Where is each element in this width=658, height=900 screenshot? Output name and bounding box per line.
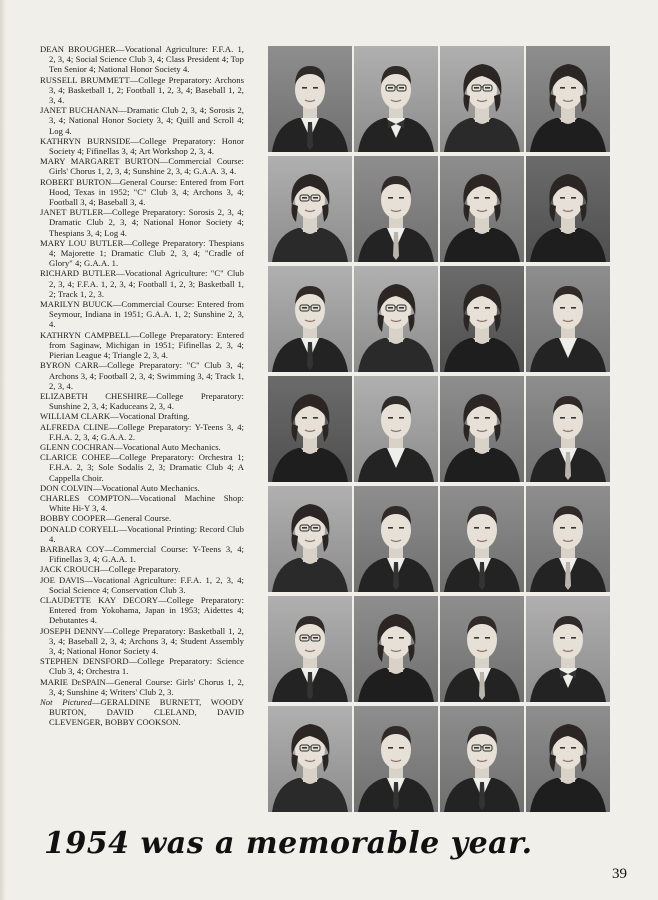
student-name: BYRON CARR xyxy=(40,360,99,371)
student-name: WILLIAM CLARK xyxy=(40,411,111,422)
not-pictured-names: —GERALDINE BURNETT, WOODY BURTON, DAVID CLELAND, DAVID CLEVENGER, BOBBY COOKSON. xyxy=(49,697,244,728)
portrait-silhouette xyxy=(526,266,610,372)
senior-portrait xyxy=(354,46,438,152)
student-name: ALFREDA CLINE xyxy=(40,421,109,432)
student-activities: —Dramatic Club 2, 3, 4; Sorosis 2, 3, 4; National Honor Society 3, 4; Quill and Scroll 4; Log 4. xyxy=(49,105,245,136)
student-activities: —College Preparatory: Thespians 4; Majorette 1; Dramatic Club 2, 3, 4; "Cradle of Glory" 4; G.A.A. 1. xyxy=(49,237,244,269)
portrait-silhouette xyxy=(354,156,438,262)
student-name: DONALD CORYELL xyxy=(40,523,119,534)
senior-portrait xyxy=(526,266,610,372)
page-gutter-shadow xyxy=(0,0,6,900)
roster-entry xyxy=(40,411,244,421)
student-name: MARY MARGARET BURTON xyxy=(40,156,160,167)
roster-entry xyxy=(40,524,244,544)
student-activities: —Vocational Machine Shop: White Hi-Y 3, 4. xyxy=(49,492,244,514)
roster-entry xyxy=(40,656,244,676)
senior-portrait xyxy=(268,376,352,482)
roster-entry xyxy=(40,544,244,564)
student-activities: —Commercial Course: Girls' Chorus 1, 2, 3, 4; Sunshine 2, 3, 4; G.A.A. 3, 4. xyxy=(49,156,244,177)
senior-portrait xyxy=(440,376,524,482)
not-pictured-label: Not Pictured xyxy=(40,697,92,707)
page-caption: 1954 was a memorable year. xyxy=(44,826,533,861)
roster-entry xyxy=(40,677,244,697)
senior-portrait xyxy=(268,266,352,372)
student-activities: —Vocational Drafting. xyxy=(110,411,190,422)
student-activities: —Vocational Agriculture: F.F.A. 1, 2, 3, 4; Social Science Club 3, 4; Class President 4; Top Ten Senior 4; National Honor Society 4. xyxy=(49,44,244,75)
student-activities: —College Preparatory. xyxy=(100,564,181,575)
student-name: ELIZABETH CHESHIRE xyxy=(40,390,148,401)
roster-entry xyxy=(40,513,244,523)
student-name: CLAUDETTE KAY DECORY xyxy=(40,594,159,605)
student-activities: —Vocational Printing: Record Club 4. xyxy=(49,523,244,544)
senior-portrait xyxy=(526,46,610,152)
senior-portrait xyxy=(354,156,438,262)
student-name: JOSEPH DENNY xyxy=(40,625,105,636)
student-name: MARY LOU BUTLER xyxy=(40,237,124,248)
senior-portrait xyxy=(440,156,524,262)
portrait-silhouette xyxy=(440,46,524,152)
senior-portrait xyxy=(268,596,352,702)
senior-portrait xyxy=(526,486,610,592)
portrait-silhouette xyxy=(354,596,438,702)
senior-portrait xyxy=(354,376,438,482)
senior-portrait xyxy=(268,706,352,812)
student-name: CLARICE COHEE xyxy=(40,452,111,463)
senior-portrait xyxy=(440,486,524,592)
senior-portrait xyxy=(354,596,438,702)
student-activities: —College Preparatory: Archons 3, 4; Basketball 1, 2; Football 1, 2, 3, 4; Baseball 1, 2, 3, 4. xyxy=(49,74,244,106)
portrait-silhouette xyxy=(526,376,610,482)
senior-portrait xyxy=(526,156,610,262)
roster-entry xyxy=(40,422,244,442)
student-name: JANET BUTLER xyxy=(40,207,104,218)
student-activities: —General Course. xyxy=(105,513,172,524)
student-activities: —College Preparatory: "C" Club 3, 4; Archons 3, 4; Football 2, 3, 4; Swimming 3, 4; Track 1, 2, 3, 4. xyxy=(49,360,244,391)
senior-portrait xyxy=(440,266,524,372)
student-activities: —College Preparatory: Basketball 1, 2, 3, 4; Baseball 2, 3, 4; Archons 3, 4; Student Assembly 3, 4; National Honor Society 4. xyxy=(49,625,244,656)
senior-portrait xyxy=(526,376,610,482)
portrait-silhouette xyxy=(526,706,610,812)
student-activities: —College Preparatory: Entered from Yokohama, Japan in 1953; Aidettes 4; Debutantes 4. xyxy=(49,594,245,626)
roster-entry xyxy=(40,442,244,452)
student-activities: —Vocational Auto Mechanics. xyxy=(113,441,221,452)
portrait-silhouette xyxy=(526,486,610,592)
not-pictured-note xyxy=(40,697,244,728)
student-activities: —Commercial Course: Entered from Seymour, Indiana in 1951; G.A.A. 1, 2; Sunshine 2, 3, 4. xyxy=(49,299,245,330)
portrait-silhouette xyxy=(268,706,352,812)
student-activities: —College Preparatory: Science Club 3, 4; Orchestra 1. xyxy=(49,656,244,677)
student-name: GLENN COCHRAN xyxy=(40,441,114,452)
student-name: KATHRYN BURNSIDE xyxy=(40,135,131,146)
roster-entry xyxy=(40,452,244,483)
student-activities: —Commercial Course: Y-Teens 3, 4; Fifinellas 3, 4; G.A.A. 1. xyxy=(49,543,244,565)
student-name: RUSSELL BRUMMETT xyxy=(40,74,130,85)
roster-entry xyxy=(40,564,244,574)
roster-entry xyxy=(40,156,244,176)
portrait-silhouette xyxy=(440,156,524,262)
senior-portrait xyxy=(354,486,438,592)
portrait-silhouette xyxy=(440,706,524,812)
roster-entry xyxy=(40,299,244,330)
student-name: DON COLVIN xyxy=(40,482,93,493)
student-name: JOE DAVIS xyxy=(40,574,85,585)
roster-entry xyxy=(40,360,244,391)
roster-entry xyxy=(40,44,244,75)
portrait-silhouette xyxy=(354,376,438,482)
student-activities: —Vocational Agriculture: F.F.A. 1, 2, 3, 4; Social Science 4; Conservation Club 3. xyxy=(49,574,244,595)
student-name: DEAN BROUGHER xyxy=(40,44,116,54)
senior-roster xyxy=(40,44,244,728)
roster-entry xyxy=(40,483,244,493)
roster-entry xyxy=(40,626,244,657)
portrait-silhouette xyxy=(268,266,352,372)
roster-entry xyxy=(40,105,244,136)
student-activities: —Vocational Agriculture: "C" Club 2, 3, 4; F.F.A. 1, 2, 3, 4; Football 1, 2, 3; Basketball 1, 2; Track 1, 2, 3. xyxy=(49,268,244,299)
senior-portrait xyxy=(526,596,610,702)
senior-portrait xyxy=(440,596,524,702)
student-activities: —College Preparatory: Sorosis 2, 3, 4; Dramatic Club 2, 3, 4; National Honor Society 4; Thespians 3, 4; Log 4. xyxy=(49,207,244,238)
portrait-silhouette xyxy=(268,596,352,702)
student-name: CHARLES COMPTON xyxy=(40,492,131,503)
page-number: 39 xyxy=(612,866,627,882)
portrait-silhouette xyxy=(354,706,438,812)
portrait-silhouette xyxy=(268,156,352,262)
portrait-silhouette xyxy=(354,486,438,592)
portrait-silhouette xyxy=(440,596,524,702)
portrait-silhouette xyxy=(440,376,524,482)
student-name: JANET BUCHANAN xyxy=(40,105,119,116)
roster-entry xyxy=(40,177,244,208)
senior-portrait xyxy=(268,486,352,592)
student-activities: —College Preparatory: Honor Society 4; Fifinellas 3, 4; Art Workshop 2, 3, 4. xyxy=(49,135,245,157)
senior-portrait xyxy=(268,156,352,262)
student-activities: —General Course: Entered from Fort Hood, Texas in 1952; "C" Club 3, 4; Archons 3, 4; Football 3, 4; Baseball 3, 4. xyxy=(49,176,244,208)
student-name: RICHARD BUTLER xyxy=(40,268,117,279)
senior-portrait xyxy=(354,706,438,812)
senior-portrait xyxy=(526,706,610,812)
portrait-silhouette xyxy=(354,266,438,372)
roster-entry xyxy=(40,330,244,361)
senior-portrait xyxy=(268,46,352,152)
student-name: MARIE DeSPAIN xyxy=(40,676,106,687)
senior-portrait xyxy=(440,46,524,152)
portrait-silhouette xyxy=(354,46,438,152)
portrait-silhouette xyxy=(440,486,524,592)
student-name: BARBARA COY xyxy=(40,543,105,554)
student-name: BOBBY COOPER xyxy=(40,513,106,524)
student-activities: —College Preparatory: Entered from Saginaw, Michigan in 1951; Fifinellas 2, 3, 4; Pierian League 4; Triangle 2, 3, 4. xyxy=(49,329,244,361)
student-name: ROBERT BURTON xyxy=(40,176,112,187)
senior-portrait xyxy=(440,706,524,812)
portrait-silhouette xyxy=(268,376,352,482)
student-activities: —General Course: Girls' Chorus 1, 2, 3, 4; Sunshine 4; Writers' Club 2, 3. xyxy=(49,676,244,697)
roster-entry xyxy=(40,575,244,595)
portrait-silhouette xyxy=(526,156,610,262)
roster-entry xyxy=(40,268,244,299)
senior-portrait xyxy=(354,266,438,372)
student-activities: —College Preparatory: Y-Teens 3, 4; F.H.A. 2, 3, 4; G.A.A. 2. xyxy=(49,421,244,442)
portrait-silhouette xyxy=(526,596,610,702)
roster-entry xyxy=(40,207,244,238)
student-activities: —College Preparatory: Sunshine 2, 3, 4; Kaduceans 2, 3, 4. xyxy=(49,390,244,412)
roster-entry xyxy=(40,75,244,106)
portrait-silhouette xyxy=(268,46,352,152)
student-name: STEPHEN DENSFORD xyxy=(40,656,129,667)
roster-entry xyxy=(40,136,244,156)
student-activities: —Vocational Auto Mechanics. xyxy=(92,482,200,493)
roster-entry xyxy=(40,238,244,269)
student-name: MARILYN BUUCK xyxy=(40,299,113,310)
roster-entry xyxy=(40,391,244,411)
student-name: KATHRYN CAMPBELL xyxy=(40,329,131,340)
portrait-silhouette xyxy=(440,266,524,372)
roster-entry xyxy=(40,493,244,513)
student-activities: —College Preparatory: Orchestra 1; F.H.A. 2, 3; Sole Sodalis 2, 3; Dramatic Club 4; A Cappella Choir. xyxy=(49,452,244,483)
portrait-silhouette xyxy=(526,46,610,152)
senior-portrait-grid xyxy=(268,46,610,812)
student-name: JACK CROUCH xyxy=(40,564,101,575)
roster-entry xyxy=(40,595,244,626)
portrait-silhouette xyxy=(268,486,352,592)
